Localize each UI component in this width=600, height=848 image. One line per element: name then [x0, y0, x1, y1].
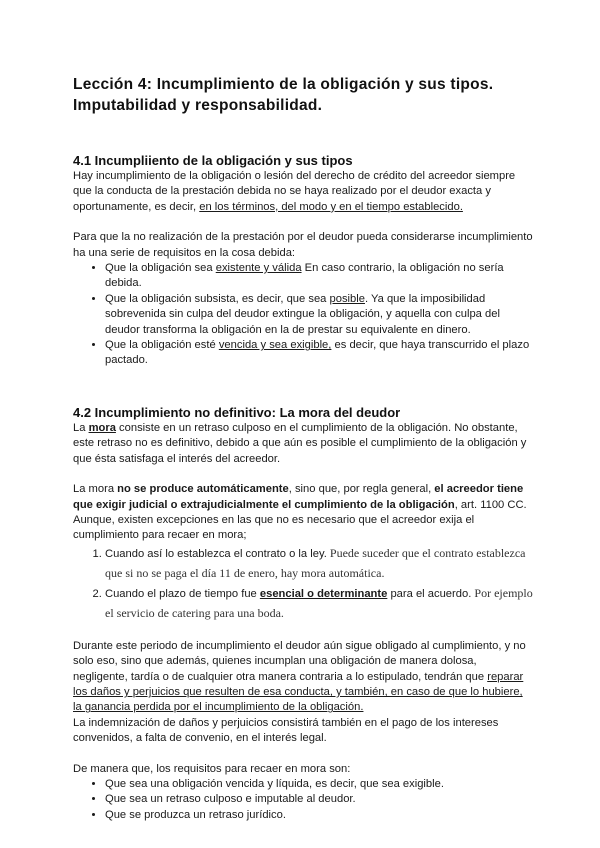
requirements-list [73, 261, 533, 369]
section-4-2-paragraph-5: De manera que, los requisitos para recaer en mora son: [73, 762, 351, 775]
list-item: • Que sea una obligación vencida y líquida, es decir, que sea exigible. [105, 777, 533, 792]
section-4-2-paragraph-2: La mora no se produce automáticamente, sino que, por regla general, el acreedor tiene que exigir judicial o extrajudicialmente el cumplimiento de la obligación, art. 1100 CC. Aunque, existen excepciones en las que no es necesario que el acreedor exija el cumplimiento para recaer en mora; [73, 483, 527, 542]
example-text: Por ejemplo el servicio de catering para una boda. [105, 585, 533, 620]
exceptions-list [73, 544, 533, 624]
section-4-2-paragraph-4: La indemnización de daños y perjuicios consistirá también en el pago de los intereses convenidos, a falta de convenio, en el interés legal. [73, 716, 499, 745]
section-4-2-paragraph-1: La mora consiste en un retraso culposo en el cumplimiento de la obligación. No obstante, este retraso no es definitivo, debido a que aún es posible el cumplimiento de la obligación y que ésta satisfaga el interés del acreedor. [73, 421, 527, 465]
example-text: Puede suceder que el contrato establezca que si no se paga el día 11 de enero, hay mora automática. [105, 545, 526, 580]
section-4-2-heading: 4.2 Incumplimiento no definitivo: La mora del deudor [73, 404, 401, 420]
document-content [73, 74, 533, 823]
list-item: • Que se produzca un retraso jurídico. [105, 808, 533, 823]
mora-requirements-list [73, 777, 533, 823]
section-4-1-paragraph-1: Hay incumplimiento de la obligación o lesión del derecho de crédito del acreedor siempre que la conducta de la prestación debida no se haya realizado por el deudor exacta y oportunamente, es decir, en los términos, del modo y en el tiempo establecido. [73, 170, 516, 213]
list-item: • Que la obligación sea existente y válida En caso contrario, la obligación no sería debida. [105, 261, 533, 292]
list-item: • Que la obligación esté vencida y sea exigible, es decir, que haya transcurrido el plazo pactado. [105, 338, 533, 369]
list-item: 2. Cuando el plazo de tiempo fue esencial o determinante para el acuerdo. Por ejemplo el servicio de catering para una boda. [105, 584, 533, 624]
section-4-1-heading: 4.1 Incumpliiento de la obligación y sus tipos [73, 153, 353, 168]
lesson-title-line-1: Lección 4: Incumplimiento de la obligación y sus tipos. [73, 76, 494, 93]
list-item: 1. Cuando así lo establezca el contrato o la ley. Puede suceder que el contrato establezca que si no se paga el día 11 de enero, hay mora automática. [105, 544, 533, 584]
lesson-title-line-2: Imputabilidad y responsabilidad. [73, 97, 323, 114]
list-item: • Que sea un retraso culposo e imputable al deudor. [105, 792, 533, 807]
list-item: • Que la obligación subsista, es decir, que sea posible. Ya que la imposibilidad sobrevenida sin culpa del deudor extingue la obligación, y aquella con culpa del deudor transforma la obligación en la de prestar su equivalente en dinero. [105, 292, 533, 338]
underlined-phrase: en los términos, del modo y en el tiempo establecido. [199, 200, 463, 213]
section-4-2-paragraph-3: Durante este periodo de incumplimiento el deudor aún sigue obligado al cumplimiento, y no solo eso, sino que además, quienes incumplan una obligación de manera dolosa, negligente, tardía o de cualquier otra manera contraria a lo estipulado, tendrán que reparar los daños y perjuicios que resulten de esa conducta, y también, en caso de que lo hubiere, la ganancia perdida por el incumplimiento de la obligación. [73, 639, 526, 714]
section-4-1-paragraph-2: Para que la no realización de la prestación por el deudor pueda considerarse incumplimiento ha una serie de requisitos en la cosa debida: [73, 231, 533, 259]
lesson-title [73, 74, 533, 116]
